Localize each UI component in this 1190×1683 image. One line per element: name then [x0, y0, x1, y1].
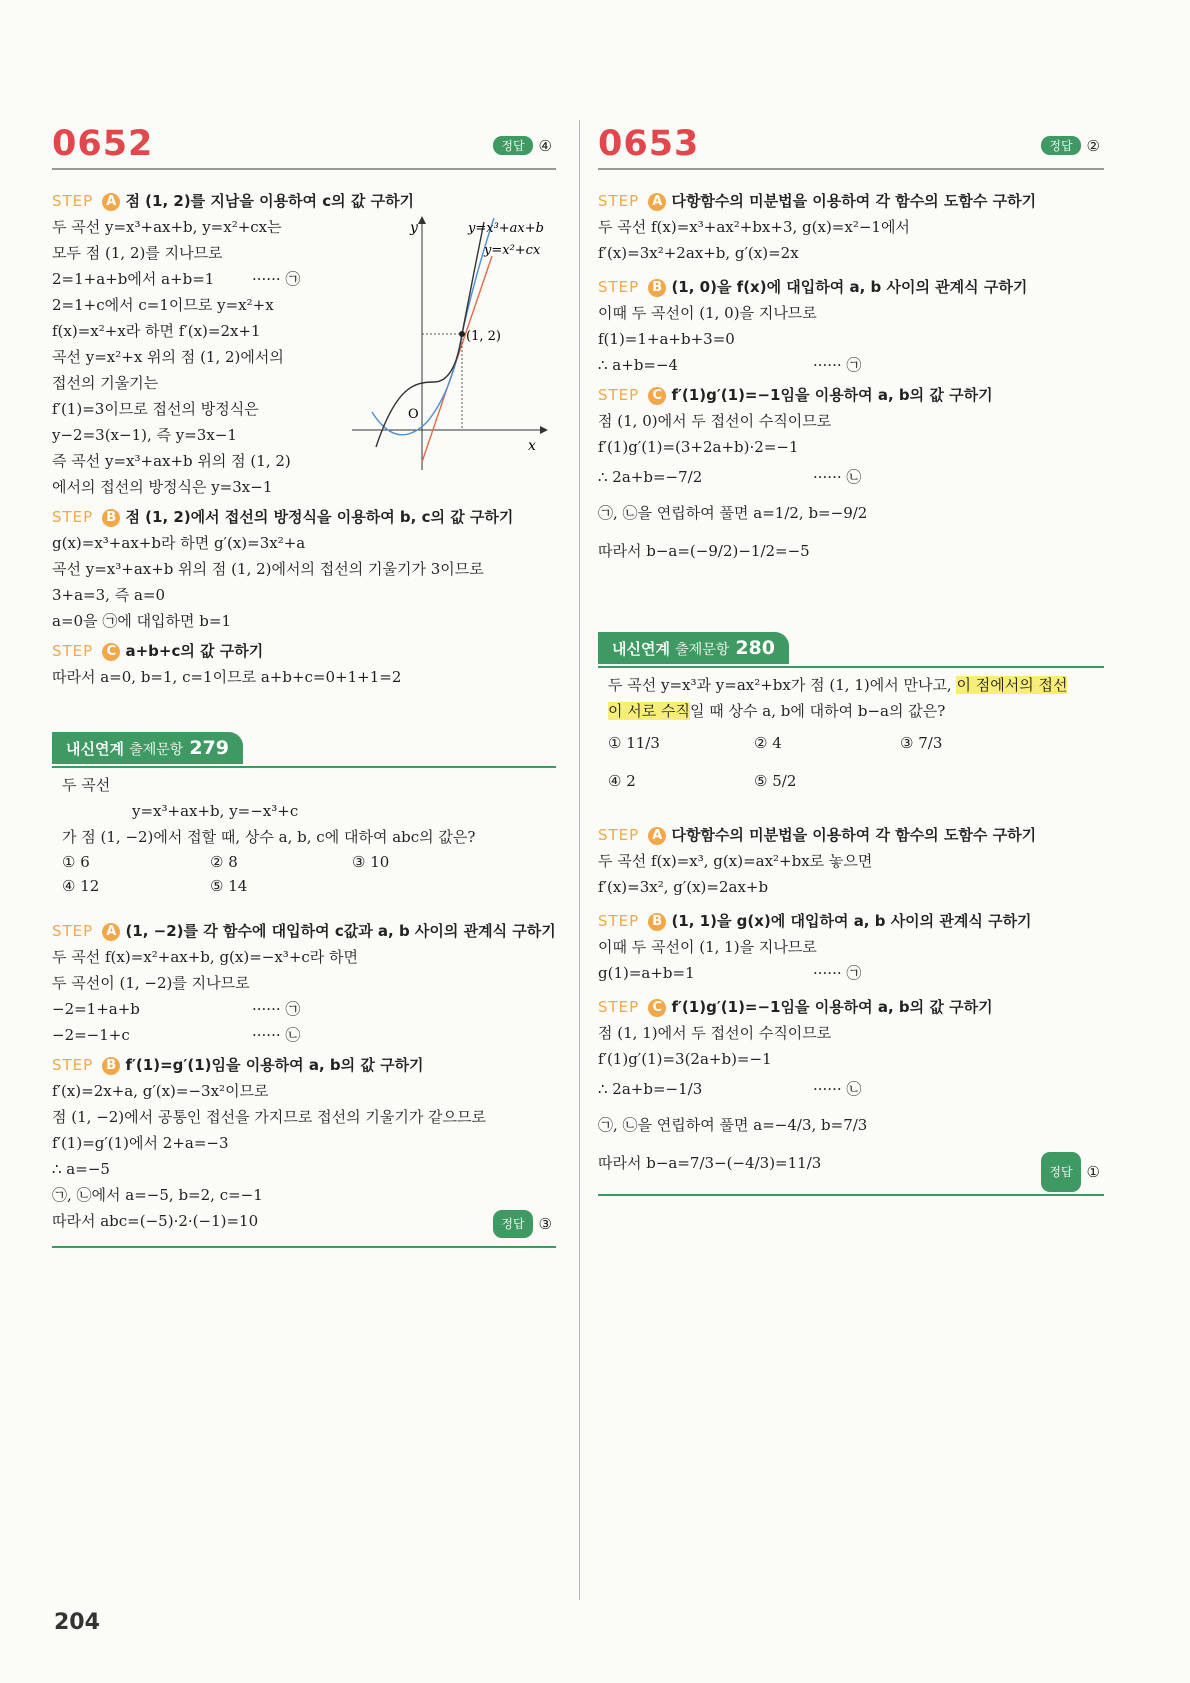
solution-line: 에서의 접선의 방정식은 y=3x−1: [52, 478, 273, 496]
equation-mark: ······ ㉡: [252, 1026, 301, 1044]
solution-line: −2=−1+c ······ ㉡: [52, 1022, 556, 1048]
solution-line: 2=1+c에서 c=1이므로 y=x²+x: [52, 296, 274, 314]
column-divider: [579, 120, 580, 1600]
solution-line: 두 곡선이 (1, −2)를 지나므로: [52, 974, 250, 992]
solution-line: f′(1)g′(1)=(3+2a+b)·2=−1: [598, 438, 799, 456]
problem-header: [598, 118, 1104, 170]
x-axis-arrow: [540, 426, 548, 434]
solution-line: 두 곡선 f(x)=x³+ax²+bx+3, g(x)=x²−1에서: [598, 218, 910, 236]
choice[interactable]: ① 6: [62, 853, 90, 871]
solution-line: f′(1)g′(1)=3(2a+b)=−1: [598, 1050, 772, 1068]
solution-line: y−2=3(x−1), 즉 y=3x−1: [52, 426, 237, 444]
origin-label: O: [408, 407, 419, 422]
question-line: 이 서로 수직일 때 상수 a, b에 대하여 b−a의 값은?: [608, 702, 946, 720]
answer-pill: 정답: [493, 136, 532, 155]
question-line: 두 곡선: [62, 776, 111, 794]
question-line: y=x³+ax+b, y=−x³+c: [132, 802, 299, 820]
problem-header: [52, 118, 556, 170]
choice[interactable]: ⑤ 5/2: [754, 772, 797, 790]
step-heading: STEP B f′(1)=g′(1)임을 이용하여 a, b의 값 구하기: [52, 1056, 424, 1074]
solution-line: 곡선 y=x²+x 위의 점 (1, 2)에서의: [52, 348, 284, 366]
equation-mark: ······ ㉠: [252, 270, 301, 288]
solution-line: 따라서 b−a=7/3−(−4/3)=11/3 정답 ①: [598, 1144, 1104, 1182]
step-heading: STEP A (1, −2)를 각 함수에 대입하여 c값과 a, b 사이의 관계식 구하기: [52, 922, 556, 940]
solution-line: 따라서 a=0, b=1, c=1이므로 a+b+c=0+1+1=2: [52, 668, 402, 686]
section-end-rule: [52, 1246, 556, 1248]
solution-line: ∴ 2a+b=−1/3 ······ ㉡: [598, 1072, 1104, 1106]
solution-line: ∴ a+b=−4 ······ ㉠: [598, 352, 1104, 378]
solution-line: 두 곡선 f(x)=x³, g(x)=ax²+bx로 놓으면: [598, 852, 873, 870]
related-answer: 정답 ③: [493, 1210, 552, 1238]
choice[interactable]: ② 4: [754, 734, 782, 752]
equation-mark: ······ ㉠: [252, 1000, 301, 1018]
step-heading: STEP B (1, 1)을 g(x)에 대입하여 a, b 사이의 관계식 구하기: [598, 912, 1032, 930]
right-column: [598, 118, 1104, 1196]
answer-choices: [608, 724, 1104, 762]
solution-line: ∴ a=−5: [52, 1160, 110, 1178]
answer-value: ④: [538, 136, 552, 155]
answer-choices: [62, 874, 556, 898]
choice[interactable]: ④ 2: [608, 772, 636, 790]
solution-line: 이때 두 곡선이 (1, 1)을 지나므로: [598, 938, 817, 956]
solution-line: 곡선 y=x³+ax+b 위의 점 (1, 2)에서의 접선의 기울기가 3이므로: [52, 560, 484, 578]
y-axis-arrow: [418, 216, 426, 224]
choice[interactable]: ③ 7/3: [900, 734, 943, 752]
solution-line: 점 (1, 1)에서 두 접선이 수직이므로: [598, 1024, 832, 1042]
solution-line: 따라서 abc=(−5)·2·(−1)=10 정답 ③: [52, 1208, 556, 1234]
point-label: (1, 2): [466, 329, 501, 344]
choice[interactable]: ① 11/3: [608, 734, 660, 752]
equation-mark: ······ ㉠: [813, 964, 862, 982]
solution-line: 접선의 기울기는: [52, 374, 159, 392]
function-graph: [352, 212, 552, 472]
x-axis-label: x: [528, 438, 536, 454]
step-heading: STEP B 점 (1, 2)에서 접선의 방정식을 이용하여 b, c의 값 구하기: [52, 508, 514, 526]
step-heading: STEP B (1, 0)을 f(x)에 대입하여 a, b 사이의 관계식 구하기: [598, 278, 1028, 296]
solution-line: 두 곡선 y=x³+ax+b, y=x²+cx는: [52, 218, 282, 236]
solution-line: g(1)=a+b=1 ······ ㉠: [598, 960, 1104, 986]
problem-number: 0652: [52, 124, 154, 164]
highlight: 이 서로 수직: [608, 702, 690, 720]
equation-mark: ······ ㉠: [813, 356, 862, 374]
solution-line: f′(x)=3x²+2ax+b, g′(x)=2x: [598, 244, 799, 262]
solution-line: 점 (1, 0)에서 두 접선이 수직이므로: [598, 412, 832, 430]
related-problem-banner: 내신연계 출제문항 279: [52, 732, 556, 768]
solution-line: 모두 점 (1, 2)를 지나므로: [52, 244, 223, 262]
solution-line: f(1)=1+a+b+3=0: [598, 330, 735, 348]
solution-line: f′(1)=g′(1)에서 2+a=−3: [52, 1134, 229, 1152]
answer-choices: [62, 850, 556, 874]
solution-line: ㉠, ㉡을 연립하여 풀면 a=−4/3, b=7/3: [598, 1116, 868, 1134]
solution-line: 2=1+a+b에서 a+b=1 ······ ㉠: [52, 266, 556, 292]
solution-line: a=0을 ㉠에 대입하면 b=1: [52, 612, 232, 630]
y-axis-label: y: [410, 220, 418, 236]
question-line: 가 점 (1, −2)에서 접할 때, 상수 a, b, c에 대하여 abc의 값은?: [62, 828, 476, 846]
question-line: 두 곡선 y=x³과 y=ax²+bx가 점 (1, 1)에서 만나고, 이 점에서의 접선: [608, 676, 1068, 694]
solution-line: f′(x)=2x+a, g′(x)=−3x²이므로: [52, 1082, 269, 1100]
equation-mark: ······ ㉡: [813, 468, 862, 486]
choice[interactable]: ③ 10: [352, 853, 390, 871]
answer-choices: [608, 762, 1104, 800]
choice[interactable]: ④ 12: [62, 877, 100, 895]
solution-line: ∴ 2a+b=−7/2 ······ ㉡: [598, 460, 1104, 494]
choice[interactable]: ⑤ 14: [210, 877, 248, 895]
step-heading: STEP C f′(1)g′(1)=−1임을 이용하여 a, b의 값 구하기: [598, 386, 993, 404]
curve2-label: y=x²+cx: [484, 243, 541, 258]
highlight: 이 점에서의 접선: [956, 676, 1068, 694]
answer-indicator: [1041, 136, 1100, 155]
tangent-point: [459, 331, 465, 337]
related-answer: 정답 ①: [1041, 1152, 1100, 1192]
curve1-label: y=x³+ax+b: [468, 221, 544, 236]
solution-line: 따라서 b−a=(−9/2)−1/2=−5: [598, 542, 810, 560]
step-heading: STEP A 다항함수의 미분법을 이용하여 각 함수의 도함수 구하기: [598, 192, 1037, 210]
choice[interactable]: ② 8: [210, 853, 238, 871]
solution-line: f′(1)=3이므로 접선의 방정식은: [52, 400, 259, 418]
solution-line: ㉠, ㉡에서 a=−5, b=2, c=−1: [52, 1186, 263, 1204]
solution-line: −2=1+a+b ······ ㉠: [52, 996, 556, 1022]
solution-line: 이때 두 곡선이 (1, 0)을 지나므로: [598, 304, 817, 322]
section-end-rule: [598, 1194, 1104, 1196]
step-heading: STEP C f′(1)g′(1)=−1임을 이용하여 a, b의 값 구하기: [598, 998, 993, 1016]
step-heading: STEP A 다항함수의 미분법을 이용하여 각 함수의 도함수 구하기: [598, 826, 1037, 844]
related-problem-banner: 내신연계 출제문항 280: [598, 632, 1104, 668]
step-heading: STEP A 점 (1, 2)를 지남을 이용하여 c의 값 구하기: [52, 192, 415, 210]
left-column: [52, 118, 556, 1248]
solution-line: f(x)=x²+x라 하면 f′(x)=2x+1: [52, 322, 261, 340]
problem-number: 0653: [598, 124, 700, 164]
solution-line: g(x)=x³+ax+b라 하면 g′(x)=3x²+a: [52, 534, 306, 552]
step-heading: STEP C a+b+c의 값 구하기: [52, 642, 264, 660]
solution-line: 점 (1, −2)에서 공통인 접선을 가지므로 접선의 기울기가 같으므로: [52, 1108, 487, 1126]
equation-mark: ······ ㉡: [813, 1080, 862, 1098]
solution-line: 두 곡선 f(x)=x²+ax+b, g(x)=−x³+c라 하면: [52, 948, 359, 966]
solution-line: 즉 곡선 y=x³+ax+b 위의 점 (1, 2): [52, 452, 291, 470]
answer-indicator: [493, 136, 552, 155]
answer-pill: 정답: [1041, 136, 1080, 155]
solution-line: f′(x)=3x², g′(x)=2ax+b: [598, 878, 769, 896]
answer-value: ②: [1086, 136, 1100, 155]
solution-line: 3+a=3, 즉 a=0: [52, 586, 166, 604]
parabola-curve: [372, 218, 494, 435]
solution-line: ㉠, ㉡을 연립하여 풀면 a=1/2, b=−9/2: [598, 504, 868, 522]
page-number: 204: [54, 1610, 100, 1635]
